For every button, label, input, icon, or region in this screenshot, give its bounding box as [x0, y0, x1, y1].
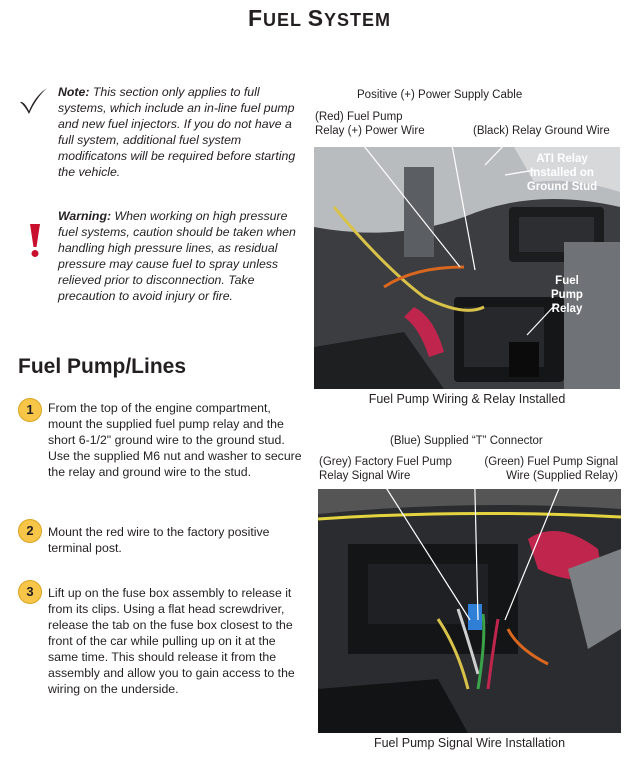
title-rest-1: UEL	[263, 10, 308, 30]
label-grey-signal-wire-line1: (Grey) Factory Fuel Pump	[319, 456, 452, 468]
figure-caption: Fuel Pump Signal Wire Installation	[373, 736, 566, 750]
step-number-badge: 3	[18, 580, 42, 604]
warning-lead: Warning:	[58, 209, 112, 223]
label-ati-relay-line3: Ground Stud	[526, 181, 598, 193]
title-letter-s: S	[307, 5, 325, 31]
warning-callout	[58, 208, 308, 304]
label-green-signal-wire-line1: (Green) Fuel Pump Signal	[484, 456, 618, 468]
note-lead: Note:	[58, 85, 90, 99]
label-positive-cable: Positive (+) Power Supply Cable	[357, 89, 523, 101]
checkmark-icon	[18, 86, 48, 116]
title-rest-2: YSTEM	[324, 10, 392, 30]
label-black-ground-wire: (Black) Relay Ground Wire	[473, 125, 610, 137]
exclamation-icon	[29, 224, 41, 258]
step-text: Lift up on the fuse box assembly to release it from its clips. Using a flat head screwdriver, release the tab on the fuse box closest to the front of the car while pulling up on it at the same time. This should release it from the assembly and allow you to gain access to the wiring on the underside.	[48, 586, 295, 696]
step-number-badge: 1	[18, 398, 42, 422]
label-ati-relay-line2: Installed on	[530, 167, 594, 179]
label-fuel-pump-relay-line1: Fuel	[555, 275, 579, 287]
signal-wire-photo	[318, 489, 621, 733]
page-title	[0, 5, 639, 32]
note-callout	[58, 84, 308, 180]
label-green-signal-wire-line2: Wire (Supplied Relay)	[506, 470, 618, 482]
label-grey-signal-wire-line2: Relay Signal Wire	[319, 470, 411, 482]
label-fuel-pump-relay-line2: Pump	[551, 289, 583, 301]
title-letter-f: F	[247, 5, 263, 31]
step-number-badge: 2	[18, 519, 42, 543]
note-body: This section only applies to full systems, which include an in-line fuel pump and new fuel injectors. If you do not have a full system, additional fuel system modificatons will be required before starting the vehicle.	[58, 85, 296, 179]
label-fuel-pump-relay-line3: Relay	[551, 303, 583, 315]
section-heading: Fuel Pump/Lines	[18, 355, 187, 378]
warning-body: When working on high pressure fuel systems, caution should be taken when handling high pressure lines, as residual pressure may cause fuel to spray unless relieved prior to disconnection. Take precaution to avoid injury or fire.	[58, 209, 296, 303]
label-red-relay-wire-line2: Relay (+) Power Wire	[315, 125, 425, 137]
label-blue-t-connector: (Blue) Supplied “T” Connector	[390, 435, 543, 447]
label-ati-relay-line1: ATI Relay	[536, 153, 588, 165]
label-red-relay-wire-line1: (Red) Fuel Pump	[315, 111, 403, 123]
figure-caption: Fuel Pump Wiring & Relay Installed	[368, 392, 566, 406]
step-text: Mount the red wire to the factory positive terminal post.	[48, 525, 270, 555]
wiring-harness-illustration	[318, 489, 621, 733]
step-text: From the top of the engine compartment, mount the supplied fuel pump relay and the short 6-1/2" ground wire to the ground stud. Use the supplied M6 nut and washer to secure the relay and ground wire to the stud.	[48, 401, 302, 479]
